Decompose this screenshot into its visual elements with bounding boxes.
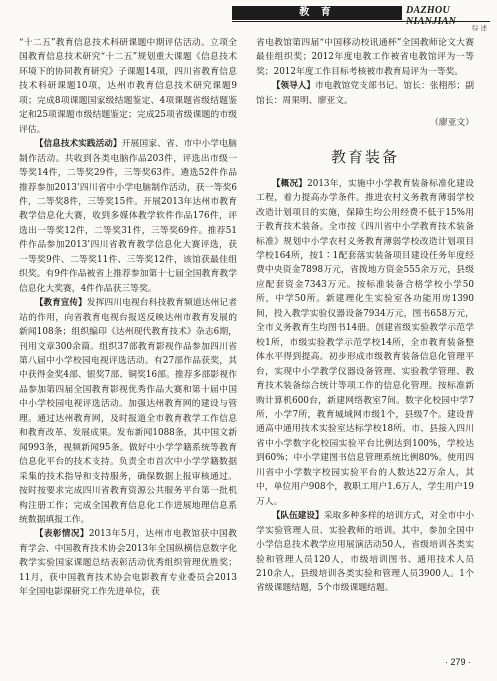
team-building-paragraph: 【队伍建设】采取多种多样的培训方式，对全市中小学实验管理人员、实验教师的培训。其中，参加全国中小学信息技术教学应用展演活动50人，省级培训各类实验和管理人员120人，市级培训图书、通用技术人员210余人，县级培训各类实验和管理人员3900人。1个省级课题结题，5个市级课题结题。 bbox=[256, 511, 474, 594]
publicity-paragraph: 【教育宣传】发挥四川电视台科技教育频道达州记者站的作用，向省教育电视台报送反映达州市教育发展的新闻108条；组织编印《达州现代教育技术》杂志6期，刊用文章300余篇。组织37部教育影视作品参加四川省第八届中小学校园电视评选活动。有27部作品获奖，其中获得金奖4部、银奖7部、铜奖16部。推荐多部影视作品参加第四届全国教育影视优秀作品大赛和第十届中国中小学校园电视评选活动。加强达州教育网的建设与管理。通过达州教育网，及时报道全市教育教学工作信息和教育改革、发展成果。发布新闻1088条，其中国文新闻993条，视频新闻95条。做好中小学学籍系统等教育信息化平台的技术支持。负责全市首次中小学学籍数据采集的技术指导和支持服务，确保数据上报审核通过。按时按要求完成四川省教育资源公共服务平台第一批机构注册工作；完成全国教育信息化工作进展地理信息系统数据填报工作。 bbox=[19, 298, 237, 525]
intro-paragraph: “十二五”教育信息技术科研课题中期评估活动。立项全国教育信息技术研究“十二五”规划重大课题《信息技术环境下的协同教育研究》子课题14项，四川省教育信息技术科研课题10项，达州市教育信息技术研究课题9项；完成8项课题国家级结题鉴定、4项课题省级结题鉴定和25项课题市级结题鉴定；完成25项省级课题的市级评估。 bbox=[19, 38, 237, 135]
it-practice-paragraph: 【信息技术实践活动】开展国家、省、市中小学电脑制作活动。共收到各类电脑作品203件，评选出市级一等奖14件，二等奖29件，三等奖63件。遴选52件作品推荐参加2013’四川省中小学电脑制作活动，获一等奖6件，二等奖8件，三等奖15件。开展2013年达州市教育教学信息化大赛，收到多媒体教学软件作品176件，评选出一等奖12件，二等奖31件，三等奖69件。推荐51件作品参加2013’四川省教育教学信息化大赛评选，获一等奖9件、二等奖11件、三等奖12件，该馆获最佳组织奖。有9件作品被省上推荐参加第十七届全国教育教学信息化大奖赛，4件作品获三等奖。 bbox=[19, 139, 237, 294]
awards-continued-paragraph: 省电教馆第四届“中国移动校讯通杯”全国教师论文大赛最佳组织奖；2012年度电教工作被省电教馆评为一等奖；2012年度工作目标考核被市教育局评为一等奖。 bbox=[256, 38, 474, 77]
header-divider bbox=[232, 21, 490, 22]
section-title: 教育装备 bbox=[330, 147, 399, 166]
yearbook-title: DAZHOU bbox=[406, 5, 451, 16]
page-number: · 279 · bbox=[445, 657, 472, 667]
overview-paragraph: 【概况】2013年，实施中小学教育装备标准化建设工程，着力提高办学条件。推进农村义务教育薄弱学校改造计划项目的实施，保障生均公用经费不低于15%用于教育技术装备。全市按《四川省中小学教育技术装备标准》规划中小学农村义务教育薄弱学校改造计划项目学校164所，按1∶1配套落实装备项目建设任务年度经费中央资金7898万元，省拨地方资金555余万元，县级应配套资金7343万元。按标准装备合格学校小学50所，中学50所。新建理化生实验室各功能用房1390间，投入教学实验仪器设备7934万元，图书658万元，全市义务教育生均图书14册。创建省级实验教学示范学校1所，市级实验教学示范学校14所，全市教育装备整体水平得到提高。初步形成市级教育装备信息化管理平台，实现中小学教学仪器设备管理、实验教学管理、教育技术装备综合统计等项工作的信息化管理。按标准新购计算机600台，新建网络教室7间。数字化校园中学7所，小学7所，教育城域网市级1个，县级7个。建设普通高中通用技术实验室达标学校18所。市、县接入四川省中小学数字化校园实验平台比例达到100%，学校达到60%；中小学建图书信息管理系统比例80%。使用四川省中小学数字校园实验平台的人数达22万余人，其中，单位用户908个，教职工用户1.6万人，学生用户19万人。 bbox=[256, 178, 474, 507]
leaders-heading: 【领导人】 bbox=[271, 81, 315, 92]
overview-heading: 【概况】 bbox=[271, 178, 308, 189]
leaders-paragraph: 【领导人】市电教馆党支部书记、馆长：张栩彤；副馆长：周果明、廖亚文。 bbox=[256, 81, 474, 106]
section-header-bar: 教 育 bbox=[232, 6, 402, 20]
awards-paragraph: 【表彰情况】2013年5月，达州市电教馆获中国教育学会、中国教育技术协会2013年全国纵横信息数字化教学实验国家课题总结表彰活动优秀组织管理优胜奖；11月，获中国教育技术协会电影教育专业委员会2013年全国电影课研究工作先进单位，获 bbox=[19, 529, 237, 598]
awards-heading: 【表彰情况】 bbox=[34, 529, 89, 540]
author-credit: （廖亚文） bbox=[430, 118, 474, 129]
team-building-heading: 【队伍建设】 bbox=[271, 511, 324, 522]
it-practice-heading: 【信息技术实践活动】 bbox=[34, 139, 122, 150]
header-subtitle: 综述 bbox=[472, 24, 489, 32]
left-column bbox=[19, 36, 237, 600]
publicity-heading: 【教育宣传】 bbox=[34, 298, 87, 309]
right-column bbox=[256, 36, 474, 596]
